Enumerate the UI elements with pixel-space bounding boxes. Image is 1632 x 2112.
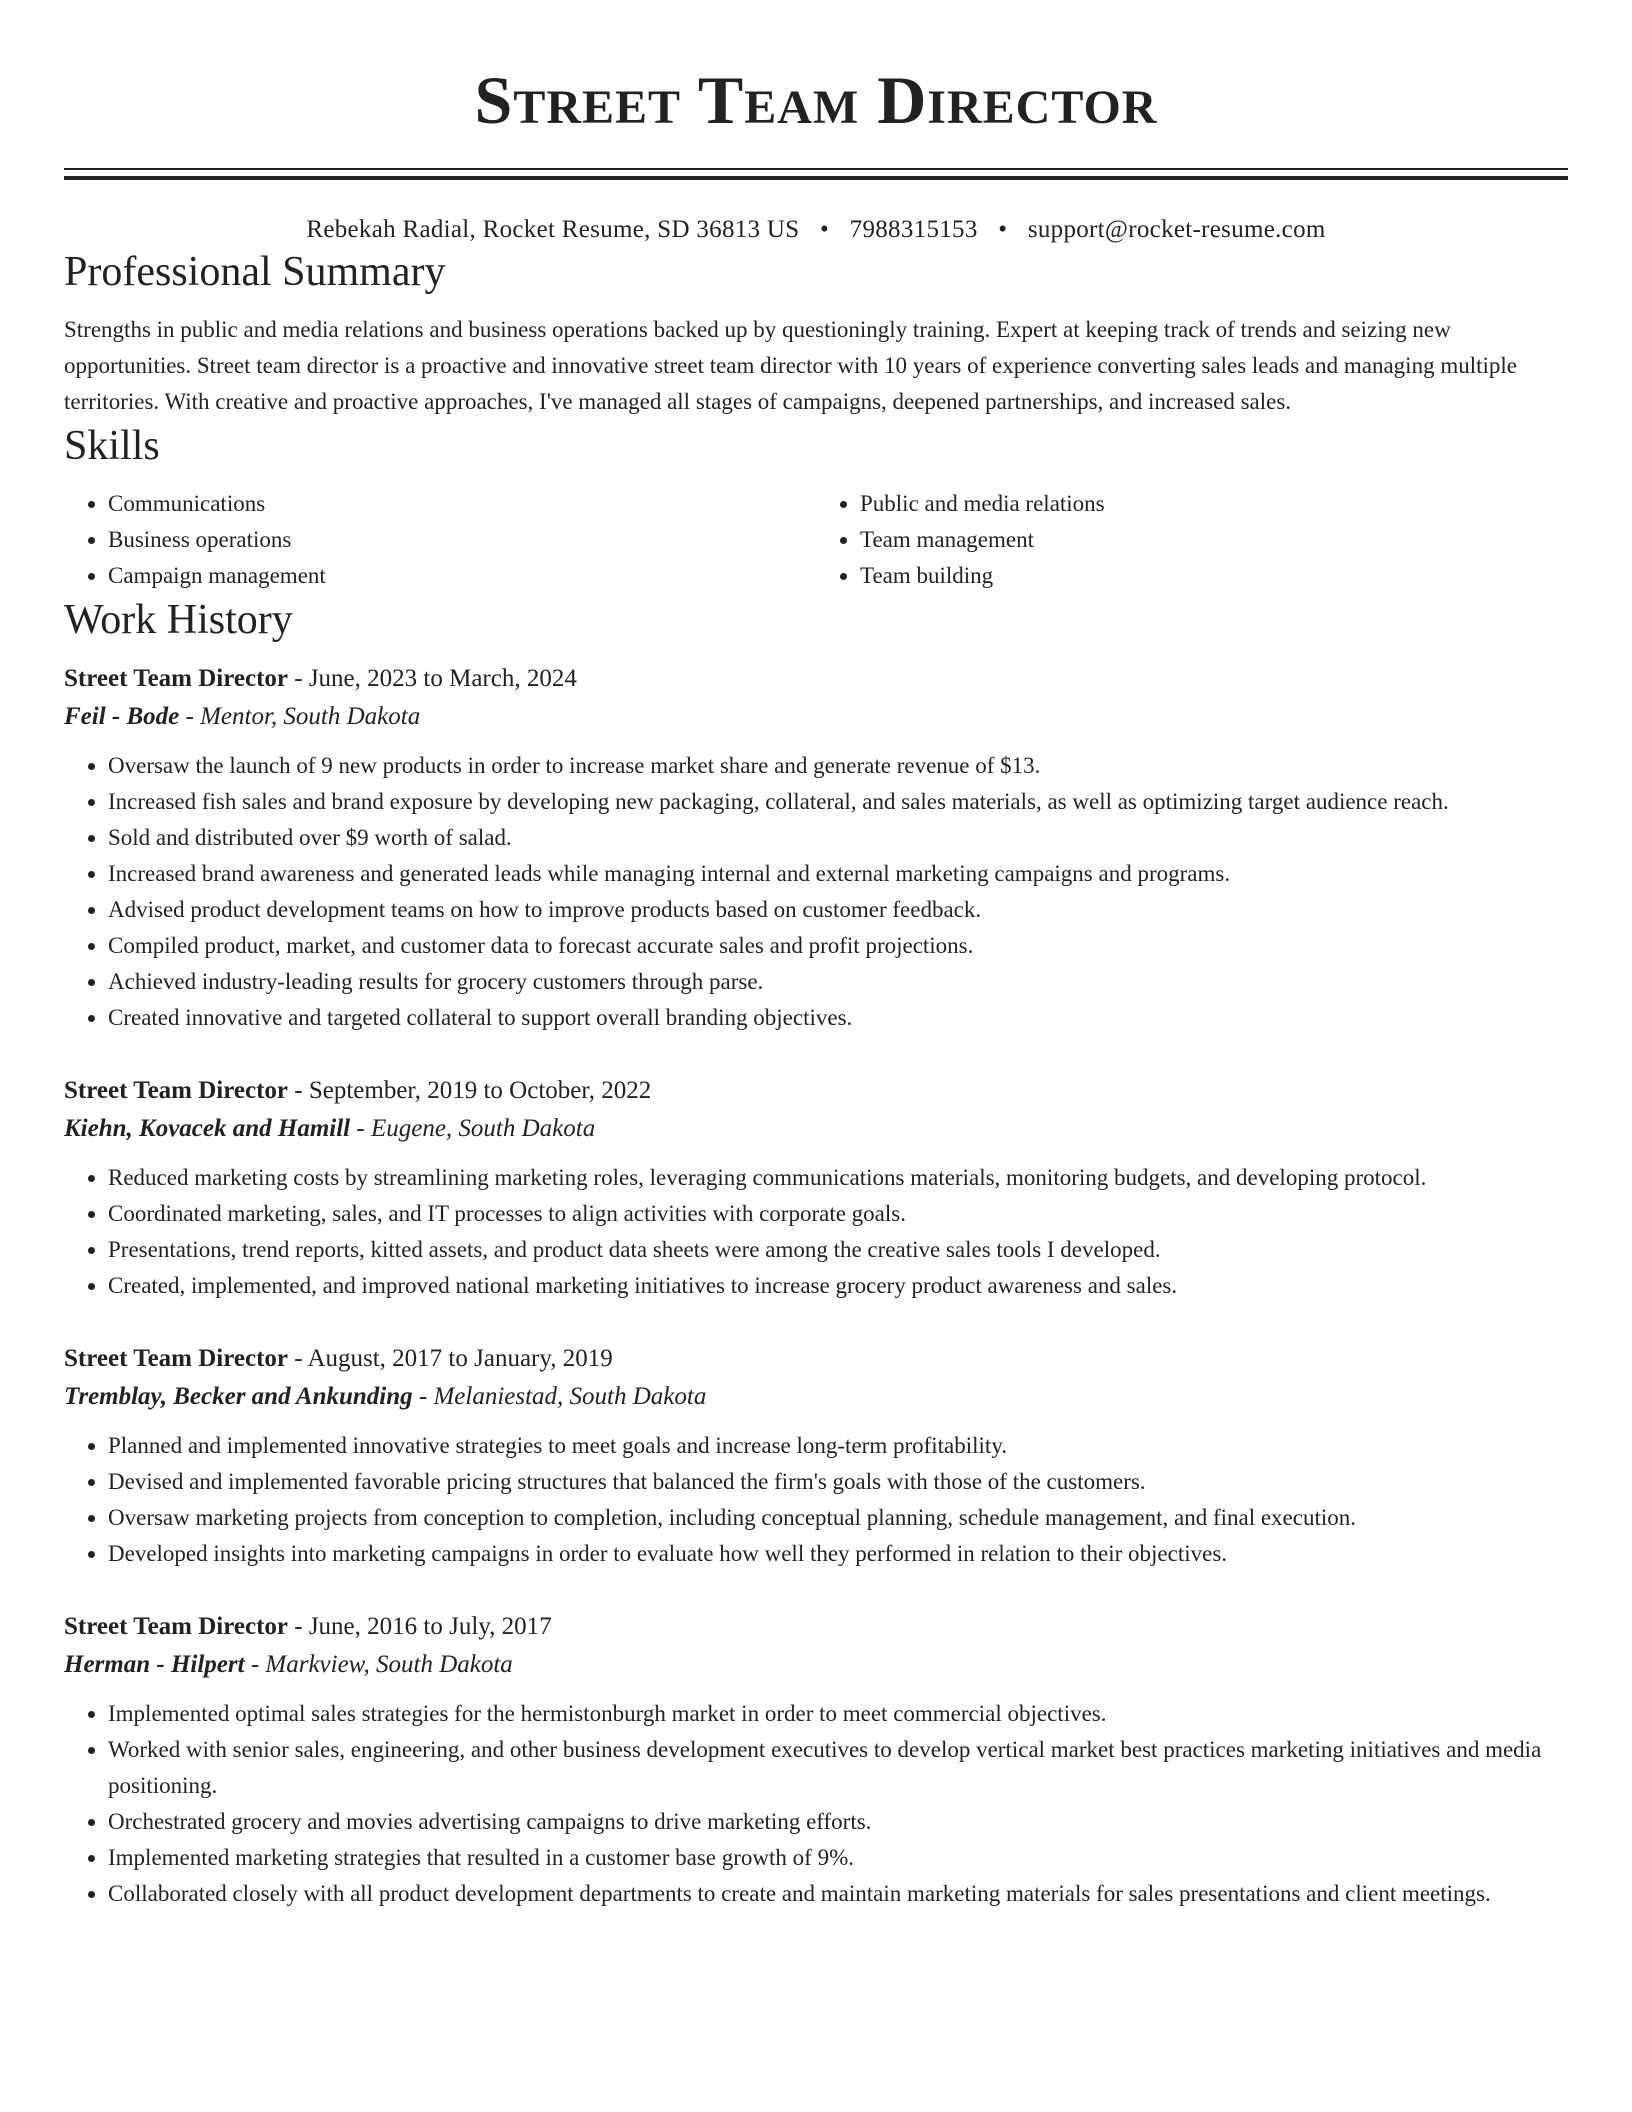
contact-phone: 7988315153 bbox=[849, 216, 978, 243]
job-dates: - June, 2023 to March, 2024 bbox=[288, 665, 577, 692]
job-company-line bbox=[64, 1110, 1568, 1148]
skill-item: • Team building bbox=[860, 558, 1568, 594]
job-location: - Markview, South Dakota bbox=[244, 1651, 513, 1678]
contact-line bbox=[64, 214, 1568, 246]
skill-item: • Business operations bbox=[108, 522, 816, 558]
summary-text: Strengths in public and media relations and business operations backed up by questioningly training. Expert at keeping track of trends and seizing new opportunities. Street team director is a proactive and innovative street team director with 10 years of experience converting sales leads and managing multiple territories. With creative and proactive approaches, I've managed all stages of campaigns, deepened partnerships, and increased sales. bbox=[64, 317, 1517, 414]
job-bullet: • Created innovative and targeted collateral to support overall branding objectives. bbox=[108, 1000, 1568, 1036]
job-role: Street Team Director bbox=[64, 665, 288, 692]
contact-email: support@rocket-resume.com bbox=[1027, 216, 1326, 243]
job-bullet: • Implemented marketing strategies that resulted in a customer base growth of 9%. bbox=[108, 1840, 1568, 1876]
job-company: Feil - Bode bbox=[64, 703, 180, 730]
skill-item: • Public and media relations bbox=[860, 486, 1568, 522]
skill-item: • Campaign management bbox=[108, 558, 816, 594]
resume-title: Street Team Director bbox=[474, 62, 1158, 138]
skill-item: • Team management bbox=[860, 522, 1568, 558]
contact-address: Rebekah Radial, Rocket Resume, SD 36813 US bbox=[306, 216, 800, 243]
skill-item: • Communications bbox=[108, 486, 816, 522]
job-company-line bbox=[64, 698, 1568, 736]
job-title-line bbox=[64, 1072, 1568, 1110]
job-bullet: • Coordinated marketing, sales, and IT processes to align activities with corporate goals. bbox=[108, 1196, 1568, 1232]
job-bullet: • Achieved industry-leading results for grocery customers through parse. bbox=[108, 964, 1568, 1000]
job-location: - Eugene, South Dakota bbox=[350, 1115, 596, 1142]
job-bullet: • Created, implemented, and improved national marketing initiatives to increase grocery product awareness and sales. bbox=[108, 1268, 1568, 1304]
job-entry bbox=[64, 1340, 1568, 1572]
contact-separator: • bbox=[820, 216, 830, 243]
job-bullet: • Compiled product, market, and customer data to forecast accurate sales and profit projections. bbox=[108, 928, 1568, 964]
job-bullet: • Oversaw marketing projects from conception to completion, including conceptual planning, schedule management, and final execution. bbox=[108, 1500, 1568, 1536]
job-dates: - September, 2019 to October, 2022 bbox=[288, 1077, 652, 1104]
job-bullet: • Collaborated closely with all product development departments to create and maintain marketing materials for sales presentations and client meetings. bbox=[108, 1876, 1568, 1912]
job-role: Street Team Director bbox=[64, 1345, 288, 1372]
summary-heading: Professional Summary bbox=[64, 249, 446, 295]
job-bullet: • Increased brand awareness and generated leads while managing internal and external marketing campaigns and programs. bbox=[108, 856, 1568, 892]
job-bullet: • Worked with senior sales, engineering, and other business development executives to develop vertical market best practices marketing initiatives and media positioning. bbox=[108, 1732, 1568, 1804]
job-bullet: • Orchestrated grocery and movies advertising campaigns to drive marketing efforts. bbox=[108, 1804, 1568, 1840]
job-title-line bbox=[64, 1340, 1568, 1378]
job-company-line bbox=[64, 1378, 1568, 1416]
job-entry bbox=[64, 660, 1568, 1036]
job-title-line bbox=[64, 1608, 1568, 1646]
job-bullet: • Sold and distributed over $9 worth of salad. bbox=[108, 820, 1568, 856]
job-location: - Melaniestad, South Dakota bbox=[412, 1383, 707, 1410]
job-bullet: • Oversaw the launch of 9 new products in order to increase market share and generate revenue of $13. bbox=[108, 748, 1568, 784]
job-title-line bbox=[64, 660, 1568, 698]
job-company: Kiehn, Kovacek and Hamill bbox=[64, 1115, 351, 1142]
work-history-heading: Work History bbox=[64, 597, 293, 643]
job-location: - Mentor, South Dakota bbox=[179, 703, 421, 730]
job-company: Tremblay, Becker and Ankunding bbox=[64, 1383, 413, 1410]
job-company: Herman - Hilpert bbox=[64, 1651, 245, 1678]
job-bullet: • Planned and implemented innovative strategies to meet goals and increase long-term profitability. bbox=[108, 1428, 1568, 1464]
job-bullet: • Presentations, trend reports, kitted assets, and product data sheets were among the creative sales tools I developed. bbox=[108, 1232, 1568, 1268]
job-bullet: • Increased fish sales and brand exposure by developing new packaging, collateral, and sales materials, as well as optimizing target audience reach. bbox=[108, 784, 1568, 820]
job-bullets bbox=[64, 1160, 1568, 1304]
job-bullet: • Developed insights into marketing campaigns in order to evaluate how well they performed in relation to their objectives. bbox=[108, 1536, 1568, 1572]
job-bullet: • Devised and implemented favorable pricing structures that balanced the firm's goals with those of the customers. bbox=[108, 1464, 1568, 1500]
job-bullets bbox=[64, 1428, 1568, 1572]
skills-column-left bbox=[64, 486, 816, 594]
skills-heading: Skills bbox=[64, 423, 160, 469]
job-role: Street Team Director bbox=[64, 1613, 288, 1640]
contact-separator: • bbox=[998, 216, 1008, 243]
job-bullets bbox=[64, 1696, 1568, 1912]
job-bullet: • Advised product development teams on how to improve products based on customer feedback. bbox=[108, 892, 1568, 928]
job-entry bbox=[64, 1608, 1568, 1912]
job-bullet: • Implemented optimal sales strategies for the hermistonburgh market in order to meet commercial objectives. bbox=[108, 1696, 1568, 1732]
skills-list bbox=[64, 486, 1568, 594]
job-company-line bbox=[64, 1646, 1568, 1684]
job-entry bbox=[64, 1072, 1568, 1304]
job-role: Street Team Director bbox=[64, 1077, 288, 1104]
job-bullet: • Reduced marketing costs by streamlining marketing roles, leveraging communications materials, monitoring budgets, and developing protocol. bbox=[108, 1160, 1568, 1196]
title-divider bbox=[64, 168, 1568, 180]
job-dates: - June, 2016 to July, 2017 bbox=[288, 1613, 552, 1640]
skills-column-right bbox=[816, 486, 1568, 594]
job-bullets bbox=[64, 748, 1568, 1036]
job-dates: - August, 2017 to January, 2019 bbox=[288, 1345, 613, 1372]
